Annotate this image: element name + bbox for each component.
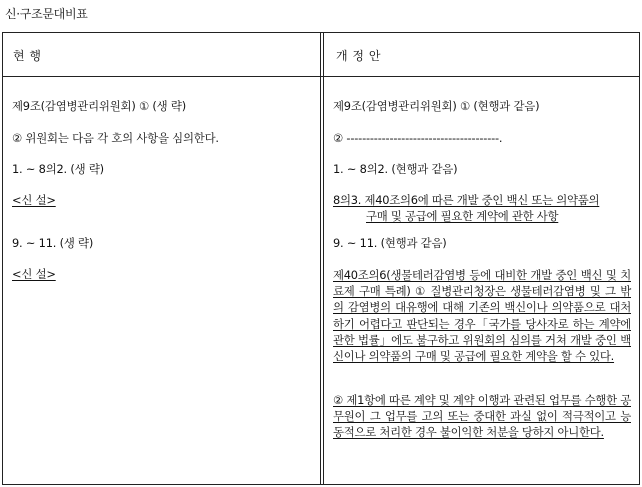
amended-paragraph-2: ② ---------------------------------------. <box>333 131 503 145</box>
comparison-table <box>2 32 640 485</box>
header-amended: 개 정 안 <box>336 49 381 63</box>
amended-article-9: 제9조(감염병관리위원회) ① (현행과 같음) <box>333 99 540 113</box>
amended-item-8-3-line1: 8의3. 제40조의6에 따른 개발 중인 백신 또는 의약품의 <box>333 193 600 207</box>
current-article-9: 제9조(감염병관리위원회) ① (생 략) <box>12 99 186 113</box>
amended-item-8-3 <box>333 192 631 224</box>
current-new-marker: <신 설> <box>12 193 56 207</box>
current-items-9-11: 9. ~ 11. (생 략) <box>12 236 94 250</box>
column-divider <box>323 33 324 484</box>
current-items-1-8: 1. ~ 8의2. (생 략) <box>12 162 104 176</box>
amended-items-1-8: 1. ~ 8의2. (현행과 같음) <box>333 162 458 176</box>
amended-article-40-6-para-1: 제40조의6(생물테러감염병 등에 대비한 개발 중인 백신 및 치료제 구매 특례) ① 질병관리청장은 생물테러감염병 및 그 밖의 감염병의 대유행에 대해 기존의 백신이나 의약품으로 대처하기 어렵다고 판단되는 경우「국가를 당사자로 하는 계약에 관한 법률」에도 불구하고 위원회의 심의를 거쳐 개발 중인 백신이나 의약품의 구매 및 공급에 필요한 계약을 할 수 있다. <box>333 268 631 364</box>
table-header-row <box>3 33 639 77</box>
amended-items-9-11: 9. ~ 11. (현행과 같음) <box>333 236 447 250</box>
current-paragraph-2: ② 위원회는 다음 각 호의 사항을 심의한다. <box>12 131 219 145</box>
column-divider <box>320 33 321 484</box>
amended-item-8-3-line2: 구매 및 공급에 필요한 계약에 관한 사항 <box>366 209 559 224</box>
amended-article-40-6-para-2: ② 제1항에 따른 계약 및 계약 이행과 관련된 업무를 수행한 공무원이 그 업무를 고의 또는 중대한 과실 없이 적극적이고 능동적으로 처리한 경우 불이익한 처분을 당하지 아니한다. <box>333 393 631 440</box>
current-new-marker-2: <신 설> <box>12 267 56 281</box>
header-current: 현 행 <box>13 49 42 63</box>
document-title: 신·구조문대비표 <box>5 7 88 21</box>
